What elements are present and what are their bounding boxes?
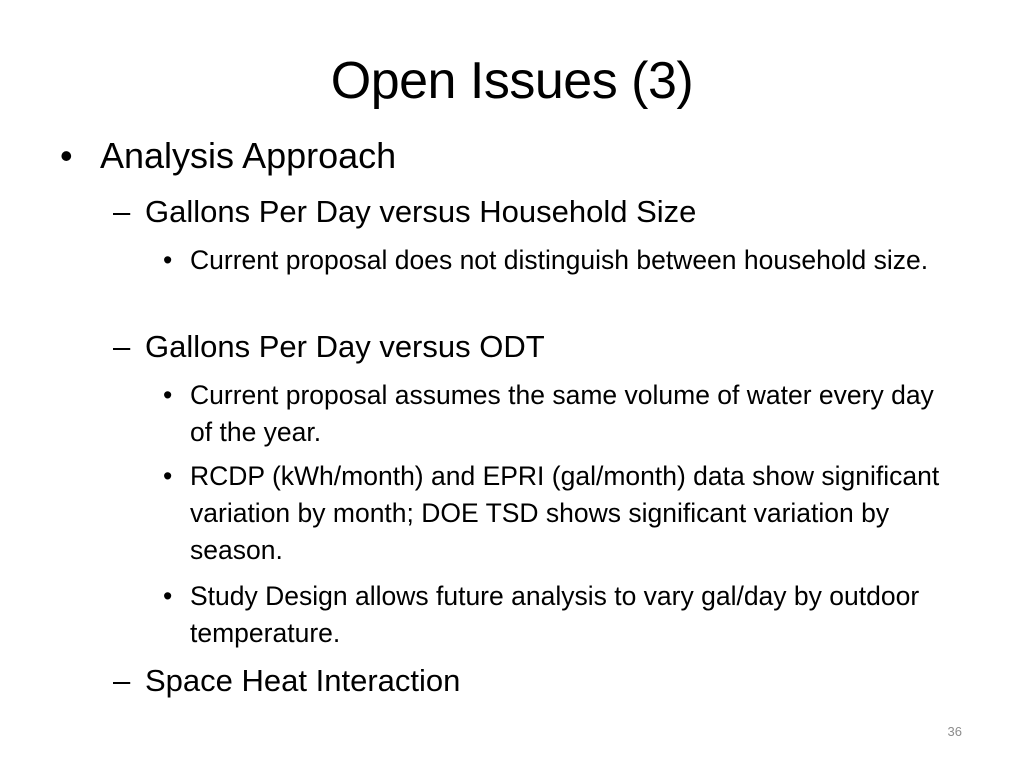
subbullet-text: Gallons Per Day versus Household Size — [145, 194, 697, 229]
subbullet-odt — [113, 329, 973, 365]
slide-title: Open Issues (3) — [330, 52, 694, 110]
point-text: Current proposal does not distinguish between household size. — [190, 245, 929, 275]
subbullet-household-size — [113, 194, 973, 230]
subbullet-text: Space Heat Interaction — [145, 663, 461, 698]
dash-marker: – — [113, 663, 131, 698]
page-number: 36 — [947, 724, 962, 739]
point-text: Study Design allows future analysis to vary gal/day by outdoor temperature. — [190, 581, 920, 648]
bullet-marker: • — [163, 245, 173, 275]
dash-marker: – — [113, 329, 131, 364]
bullet-text: Analysis Approach — [100, 135, 397, 176]
point-text: Current proposal assumes the same volume of water every day of the year. — [190, 380, 934, 447]
point-odt-study-design — [163, 578, 953, 652]
subbullet-space-heat — [113, 663, 973, 699]
bullet-marker: • — [163, 461, 173, 491]
subbullet-text: Gallons Per Day versus ODT — [145, 329, 545, 364]
point-odt-variation — [163, 458, 953, 569]
point-text: RCDP (kWh/month) and EPRI (gal/month) data show significant variation by month; DOE TSD shows significant variation by season. — [190, 461, 940, 565]
dash-marker: – — [113, 194, 131, 229]
bullet-analysis-approach — [60, 136, 960, 176]
point-household-proposal — [163, 242, 953, 279]
bullet-marker: • — [60, 135, 73, 176]
point-odt-same-volume — [163, 377, 953, 451]
bullet-marker: • — [163, 581, 173, 611]
bullet-marker: • — [163, 380, 173, 410]
